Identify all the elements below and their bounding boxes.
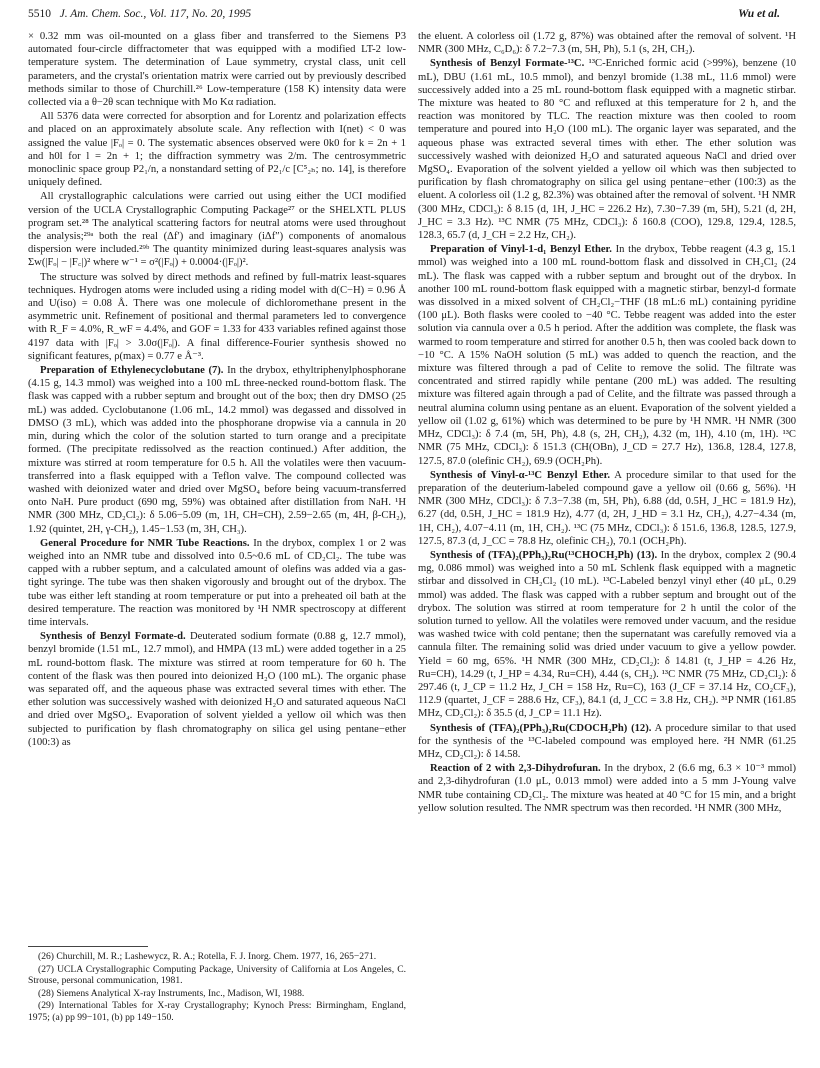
author-names: Wu et al. [738,8,780,20]
section-heading: Synthesis of Benzyl Formate-d. [40,631,186,643]
paragraph [28,537,406,629]
paragraph-text: In the drybox, ethyltriphenylphosphorane (4.15 g, 14.3 mmol) was weighed into a 100 mL three-necked round-bottom flask. The flask was capped with a rubber septum and brought out of the box; then dry DMSO (25 mL) was added. Cyclobutanone (1.06 mL, 14.2 mmol) was degassed and dissolved in DMSO (3 mL), which was added into the phosphorane dropwise via a cannula in 20 min, during which the color of the solution started to turn orange and a precipitate formed. (The precipitate redissolved as the reaction continued.) After addition, the mixture was stirred at room temperature for 0.5 h. All the volatiles were then vacuum-transferred into a flask equipped with a Teflon valve. The compound collected was washed with deionized water and dried over MgSO₄ before being vacuum-transferred onto NaH. Pure product (690 mg, 59%) was obtained after distillation from NaH. ¹H NMR (300 MHz, CD₂Cl₂): δ 5.06−5.09 (m, 1H, CH=CH), 2.59−2.65 (m, 4H, β-CH₂), 1.92 (quintet, 2H, γ-CH₂), 1.45−1.53 (m, 3H, CH₃). [28,365,407,535]
paragraph [418,30,796,56]
section-heading: Synthesis of Benzyl Formate-¹³C. [430,58,585,70]
paragraph [28,271,406,363]
paragraph [418,243,796,467]
footnote-rule [28,946,148,947]
header-left [28,8,251,21]
running-header [28,8,780,28]
paragraph-text: In the drybox, complex 1 or 2 was weighed into an NMR tube and dissolved into 0.5~0.6 mL of CD₂Cl₂. The tube was capped with a rubber septum, and a calculated amount of olefins was added via a gas-tight syringe. The tube was then shaken vigorously and brought out of the drybox. The tube was either left standing at room temperature or put into a preheated oil bath at the desired temperature. The reaction was monitored by ¹H NMR spectroscopy at different time intervals. [28,537,406,628]
paragraph [28,190,406,269]
paragraph-text: In the drybox, Tebbe reagent (4.3 g, 15.1 mmol) was weighed into a 100 mL round-bottom flask and dissolved in CH₂Cl₂ (24 mL). The flask was capped with a rubber septum and brought out of the drybox. In another 100 mL round-bottom flask equipped with a magnetic stirbar, benzyl-d formate was dissolved in a mixed solvent of CH₂Cl₂−THF (18 mL:6 mL) containing pyridine (100 μL). Both flasks were cooled to −40 °C. Tebbe reagent was added into the ester solution via cannula over a 0.5 h period. After the addition was complete, the flask was warmed to room temperature and stirred for another 0.5 h, then was cooled back down to −10 °C. A 15% NaOH solution (5 mL) was added to quench the reaction, and the mixture was filtered through a pad of Celite to remove the solid. The filtrate was concentrated and stirred rapidly while pentane (200 mL) was added. The resulting mixture was filtered again through a pad of Celite, and the filtrate was passed through a neutral alumina column using pentane as an eluent. Evaporation of the solvent yielded a yellow oil (1.02 g, 61%) which was determined to be pure by ¹H NMR. ¹H NMR (300 MHz, CDCl₃): δ 7.4 (m, 5H, Ph), 4.8 (s, 2H, CH₂), 4.32 (m, 1H), 4.10 (m, 1H). ¹³C NMR (75 MHz, CDCl₃): δ 151.3 (CH(OBn), J_CD = 27.7 Hz), 136.8, 128.4, 127.8, 127.5, 87.0 (olefinic CH₂), 69.9 (OCH₂Ph). [418,244,796,467]
section-heading: Reaction of 2 with 2,3-Dihydrofuran. [430,763,601,775]
paragraph [28,630,406,749]
paragraph [418,549,796,721]
paragraph-text: The structure was solved by direct methods and refined by full-matrix least-squares techniques. Hydrogen atoms were included using a riding model with d(C−H) = 0.96 Å and U(iso) = 0.08 Å. There was one molecule of dichloromethane present in the asymmetric unit. Refinement of positional and thermal parameters led to convergence with R_F = 4.0%, R_wF = 4.4%, and GOF = 1.33 for 433 variables refined against those 4197 data with |Fₒ| > 3.0σ(|Fₒ|). A final difference-Fourier synthesis showed no significant features, ρ(max) = 0.77 e Å⁻³. [28,271,406,362]
paragraph [28,110,406,189]
footnotes [28,946,406,1025]
paragraph [28,30,406,109]
section-heading: Synthesis of Vinyl-α-¹³C Benzyl Ether. [430,469,610,481]
paragraph-text: A procedure similar to that used for the preparation of the deuterium-labeled compound gave a yellow oil (0.66 g, 56%). ¹H NMR (300 MHz, CDCl₃): δ 7.3−7.38 (m, 5H, Ph), 6.88 (dd, 0.5H, J_HC = 181.9 Hz), 6.27 (dd, 0.5H, J_HC = 181.9 Hz), 4.77 (d, 2H, J_HD = 3.1 Hz, CH₂), 4.27−4.34 (m, 1H, CH₂), 4.07−4.11 (m, 1H, CH₂). ¹³C (75 MHz, CDCl₃): δ 151.6, 136.8, 128.5, 127.9, 127.5, 87.3 (d, J_CC = 78.8 Hz, olefinic CH₂), 70.1 (OCH₂Ph). [418,469,796,547]
footnote: (27) UCLA Crystallographic Computing Package, University of California at Los Angeles, C. Strouse, personal communication, 1981. [28,963,406,987]
paragraph-text: ¹³C-Enriched formic acid (>99%), benzene (10 mL), DBU (1.61 mL, 10.5 mmol), and benzyl bromide (1.38 mL, 11.6 mmol) were successively added into a 25 mL round-bottom flask equipped with a magnetic stirbar. The mixture was heated to 80 °C and refluxed at this temperature for 2 h, and the reaction was monitored by TLC. The reaction mixture was then cooled to room temperature and poured into H₂O (100 mL). The organic layer was separated, and the aqueous phase was extracted several times with ether. The ether solution was successively washed with deionized H₂O and saturated aqueous NaCl and dried over MgSO₄. Evaporation of the solvent yielded a yellow oil which was then subjected to purification by flash chromatography on silica gel using pentane−ether (100:3) as the eluent. A colorless oil (1.2 g, 82.3%) was obtained after the removal of solvent. ¹H NMR (300 MHz, CDCl₃): δ 8.15 (d, 1H, J_HC = 226.2 Hz), 7.30−7.39 (m, 5H), 5.21 (d, 2H, J_HC = 3.3 Hz). ¹³C NMR (75 MHz, CDCl₃): δ 160.8 (COO), 129.8, 129.4, 128.5, 128.3, 65.7 (d, J_CH = 2.2 Hz, CH₂). [418,58,796,242]
footnote: (28) Siemens Analytical X-ray Instruments, Inc., Madison, WI, 1988. [38,987,305,999]
paragraph [418,469,796,548]
journal-citation: J. Am. Chem. Soc., Vol. 117, No. 20, 1995 [59,8,252,20]
footnote: (26) Churchill, M. R.; Lashewycz, R. A.; Rotella, F. J. Inorg. Chem. 1977, 16, 265−271. [38,951,377,962]
paragraph-text: Deuterated sodium formate (0.88 g, 12.7 mmol), benzyl bromide (1.51 mL, 12.7 mmol), and HMPA (13 mL) were added together in a 25 mL round-bottom flask. The mixture was stirred at room temperature for 60 h. The content of the flask was then poured into deionized H₂O (100 mL). The organic phase was separated off, and the aqueous phase was extracted several times with ether. The ether solution was successively washed with deionized H₂O and saturated aqueous NaCl and dried over MgSO₄. Evaporation of solvent yielded a yellow oil which was then subjected to purification by flash chromatography on silica gel using pentane−ether (100:3) as [28,631,407,748]
paragraph-text: In the drybox, complex 2 (90.4 mg, 0.086 mmol) was weighed into a 50 mL Schlenk flask equipped with a magnetic stirbar and dissolved in CH₂Cl₂ (10 mL). ¹³C-Labeled benzyl vinyl ether (40 μL, 0.29 mmol) was added. The flask was capped with a rubber septum and brought out of the drybox. The solution was stirred at room temperature for 2 h until the color of the solution turned to yellow. All the volatiles were removed under vacuum, and the residue was washed twice with cold pentane; then the supernatant was carefully removed via a cannula filter. The remaining solid was dried under vacuum to give a yellow powder. Yield = 60 mg, 65%. ¹H NMR (300 MHz, CD₂Cl₂): δ 14.81 (t, J_HP = 4.26 Hz, Ru=CH), 14.29 (t, J_HP = 4.34, Ru=CH), 4.44 (s, CH₂). ¹³C NMR (75 MHz, CD₂Cl₂): δ 297.46 (t, J_CP = 11.2 Hz, J_CH = 158 Hz, Ru=C), 163 (J_CF = 37.14 Hz, CO₂CF₃), 112.9 (quartet, J_CF = 288.6 Hz, CF₃), 84.1 (d, J_CC = 3.8 Hz, CH₂). ³¹P NMR (161.85 MHz, CD₂Cl₂): δ 35.5 (d, J_CP = 11.1 Hz). [418,549,796,720]
section-heading: Preparation of Ethylenecyclobutane (7). [40,365,224,377]
paragraph-text: the eluent. A colorless oil (1.72 g, 87%) was obtained after the removal of solvent. ¹H NMR (300 MHz, C₆D₆): δ 7.2−7.3 (m, 5H, Ph), 5.1 (s, 2H, CH₂). [418,31,796,56]
paragraph-text: All 5376 data were corrected for absorption and for Lorentz and polarization effects and placed on an approximately absolute scale. Any reflection with I(net) < 0 was assigned the value |Fₒ| = 0. The systematic absences observed were 0k0 for k = 2n + 1 and h0l for l = 2n + 1; the diffraction symmetry was 2/m. The centrosymmetric monoclinic space group P2₁/n, a nonstandard setting of P2₁/c [C⁵₂ₕ; no. 14], is therefore uniquely defined. [28,111,406,189]
section-heading: General Procedure for NMR Tube Reactions. [40,537,250,549]
paragraph-text: All crystallographic calculations were carried out using either the UCI modified version of the UCLA Crystallographic Computing Package²⁷ or the SHELXTL PLUS program set.²⁸ The analytical scattering factors for neutral atoms were used throughout the analysis;²⁹ᵃ both the real (Δf′) and imaginary (iΔf″) components of anomalous dispersion were included.²⁹ᵇ The quantity minimized during least-squares analysis was Σw(|Fₒ| − |F꜀|)² where w⁻¹ = σ²(|Fₒ|) + 0.0004·(|Fₒ|)². [28,191,406,269]
footnote: (29) International Tables for X-ray Crystallography; Kynoch Press: Birmingham, England, 1975; (a) pp 99−101, (b) pp 149−150. [28,1000,406,1023]
paragraph [418,762,796,815]
left-column [28,30,406,750]
paragraph [418,57,796,242]
section-heading: Synthesis of (TFA)₂(PPh₃)₂Ru(¹³CHOCH₂Ph) (13). [430,549,658,561]
page-number: 5510 [28,8,51,20]
paragraph [28,364,406,536]
section-heading: Preparation of Vinyl-1-d₁ Benzyl Ether. [430,244,612,256]
paragraph-text: In the drybox, 2 (6.6 mg, 6.3 × 10⁻³ mmol) and 2,3-dihydrofuran (1.0 μL, 0.013 mmol) were added into a 5 mm J-Young valve NMR tube containing CD₂Cl₂. The mixture was heated at 40 °C for 15 min, and a bright yellow solution resulted. The NMR spectrum was then recorded. ¹H NMR (300 MHz, [418,763,796,814]
paragraph-text: × 0.32 mm was oil-mounted on a glass fiber and transferred to the Siemens P3 automated four-circle diffractometer that was equipped with a modified LT-2 low-temperature system. The determination of Laue symmetry, crystal class, unit cell parameters, and the crystal's orientation matrix were carried out by previously described methods similar to those of Churchill.²⁶ Low-temperature (158 K) intensity data were collected via a θ−2θ scan technique with Mo Kα radiation. [28,31,406,109]
paragraph-text: A procedure similar to that used for the synthesis of the ¹³C-labeled compound was employed here. ²H NMR (61.25 MHz, CD₂Cl₂): δ 14.58. [418,722,796,760]
right-column [418,30,796,816]
paragraph [418,722,796,762]
section-heading: Synthesis of (TFA)₂(PPh₃)₂Ru(CDOCH₂Ph) (12). [430,722,652,734]
